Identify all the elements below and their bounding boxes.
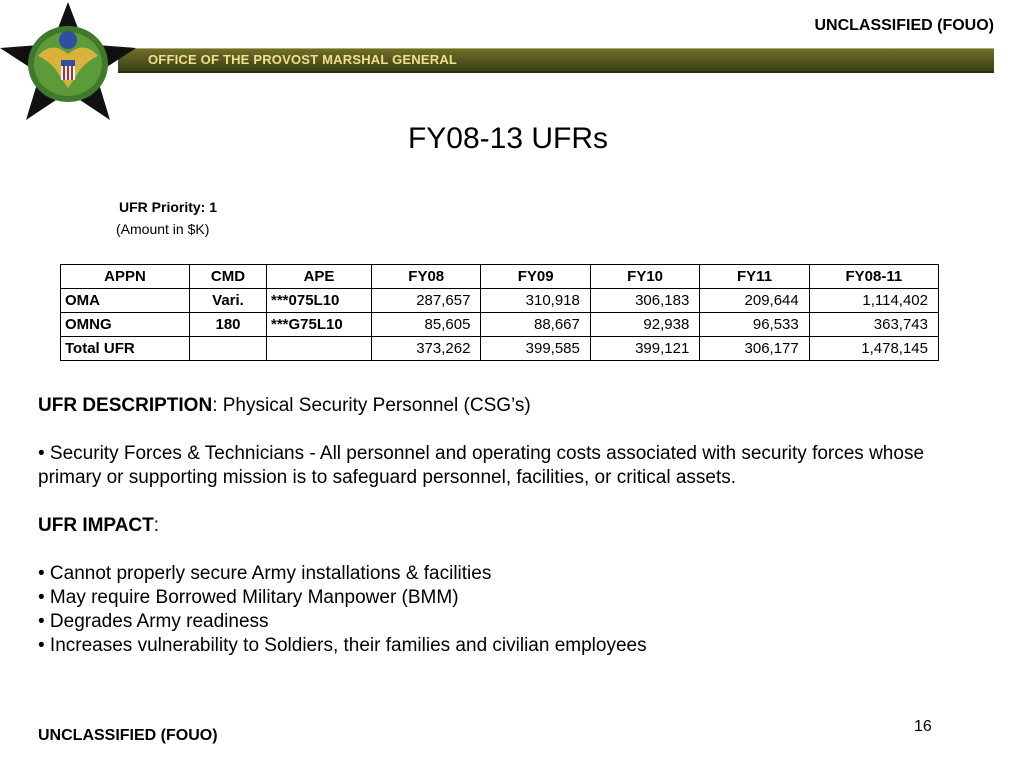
header-fy09: FY09: [481, 265, 590, 289]
impact-bullet: • Degrades Army readiness: [38, 611, 269, 632]
header-fy08-11: FY08-11: [809, 265, 938, 289]
cell-cmd: 180: [190, 313, 267, 337]
description-label: UFR DESCRIPTION: [38, 395, 213, 416]
table-header-row: [61, 265, 939, 289]
table-row: [61, 289, 939, 313]
impact-line: [38, 514, 988, 538]
ufr-priority: UFR Priority: 1: [119, 199, 218, 215]
cell-fy09: 88,667: [481, 313, 590, 337]
header-banner: [118, 48, 994, 73]
cell-fy08: 85,605: [372, 313, 481, 337]
cell-fy10: 399,121: [590, 337, 699, 361]
classification-top: UNCLASSIFIED (FOUO): [814, 17, 994, 34]
impact-label: UFR IMPACT: [38, 515, 154, 536]
cell-fy08: 373,262: [372, 337, 481, 361]
cell-fy08-11: 1,478,145: [809, 337, 938, 361]
impact-bullet: • Increases vulnerability to Soldiers, their families and civilian employees: [38, 635, 647, 656]
cell-appn: OMA: [61, 289, 190, 313]
header-appn: APPN: [61, 265, 190, 289]
cell-fy09: 310,918: [481, 289, 590, 313]
cell-cmd: Vari.: [190, 289, 267, 313]
cell-fy11: 209,644: [700, 289, 809, 313]
header-fy08: FY08: [372, 265, 481, 289]
description-line: [38, 394, 988, 418]
cell-fy09: 399,585: [481, 337, 590, 361]
cell-ape: ***075L10: [267, 289, 372, 313]
cell-fy08-11: 1,114,402: [809, 289, 938, 313]
cell-cmd: [190, 337, 267, 361]
description-bullet: • Security Forces & Technicians - All personnel and operating costs associated with security forces whose primary or supporting mission is to safeguard personnel, facilities, or critical assets.: [38, 443, 925, 488]
header-fy10: FY10: [590, 265, 699, 289]
cell-fy08-11: 363,743: [809, 313, 938, 337]
cell-ape: [267, 337, 372, 361]
table-row: [61, 313, 939, 337]
cell-fy11: 306,177: [700, 337, 809, 361]
page-title: FY08-13 UFRs: [407, 122, 609, 155]
classification-bottom: UNCLASSIFIED (FOUO): [38, 727, 218, 744]
impact-colon: :: [153, 515, 160, 536]
army-star-emblem-icon: [0, 0, 142, 122]
header-cmd: CMD: [190, 265, 267, 289]
description-section: [38, 394, 988, 658]
impact-bullet: • May require Borrowed Military Manpower (BMM): [38, 587, 459, 608]
cell-fy10: 306,183: [590, 289, 699, 313]
cell-fy10: 92,938: [590, 313, 699, 337]
cell-appn: Total UFR: [61, 337, 190, 361]
table-row: [61, 337, 939, 361]
banner-title: OFFICE OF THE PROVOST MARSHAL GENERAL: [148, 52, 458, 67]
impact-bullet: • Cannot properly secure Army installations & facilities: [38, 563, 492, 584]
description-text: : Physical Security Personnel (CSG’s): [212, 395, 531, 416]
page-number: 16: [914, 718, 932, 735]
header-fy11: FY11: [700, 265, 809, 289]
ufr-table: [60, 264, 939, 361]
cell-fy11: 96,533: [700, 313, 809, 337]
cell-fy08: 287,657: [372, 289, 481, 313]
amount-note: (Amount in $K): [116, 221, 210, 237]
cell-ape: ***G75L10: [267, 313, 372, 337]
header-ape: APE: [267, 265, 372, 289]
cell-appn: OMNG: [61, 313, 190, 337]
